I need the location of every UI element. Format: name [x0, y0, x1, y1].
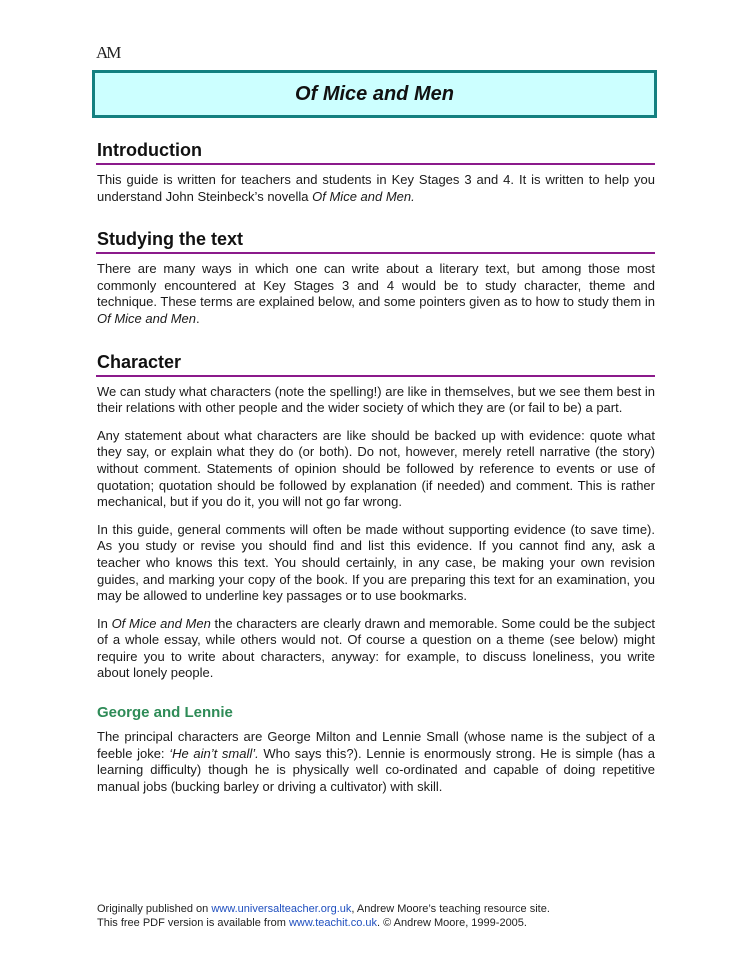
text: , Andrew Moore’s teaching resource site. [351, 903, 550, 915]
text: This guide is written for teachers and students in Key Stages 3 and 4. It is written to help you understand John Steinbeck’s novella [97, 172, 655, 204]
heading-character: Character [96, 352, 655, 377]
text: Who says this?). Lennie is enormously strong. He is simple (has a learning difficulty) though he is physically well co-ordinated and capable of doing repetitive manual jobs (bucking barley or driving a cultivator) with skill. [97, 745, 655, 794]
studying-paragraph [97, 261, 655, 327]
text: . © Andrew Moore, 1999-2005. [377, 916, 527, 929]
footer [97, 903, 550, 930]
footer-line-2 [97, 917, 550, 931]
quote-italic: ‘He ain’t small’. [169, 745, 259, 761]
text: This free PDF version is available from [97, 916, 289, 929]
universalteacher-link[interactable]: www.universalteacher.org.uk [211, 903, 352, 915]
document-body [97, 140, 655, 795]
text: The principal characters are George Milton and Lennie Small (whose name is the subject of a feeble joke: [97, 729, 655, 761]
document-title: Of Mice and Men [295, 82, 454, 105]
text: There are many ways in which one can write about a literary text, but among those most commonly encountered at Key Stages 3 and 4 would be to study character, theme and technique. These terms are explained below, and some pointers given as to how to study them in [97, 261, 655, 310]
section-studying-the-text [97, 229, 655, 327]
book-title-italic: Of Mice and Men. [312, 188, 415, 204]
section-introduction [97, 140, 655, 205]
text: In [97, 615, 112, 631]
subheading-george-and-lennie: George and Lennie [97, 704, 233, 722]
character-paragraph-4 [97, 616, 655, 682]
teachit-link[interactable]: www.teachit.co.uk [288, 916, 377, 929]
title-banner [92, 70, 657, 118]
george-lennie-paragraph [97, 729, 655, 795]
footer-line-1 [97, 903, 550, 917]
introduction-paragraph [97, 172, 655, 205]
heading-introduction: Introduction [96, 140, 655, 165]
character-paragraph-1: We can study what characters (note the spelling!) are like in themselves, but we see them best in their relations with other people and the wider society of which they are (or fail to be) a part. [97, 383, 655, 416]
book-title-italic: Of Mice and Men [97, 310, 196, 326]
character-paragraph-2: Any statement about what characters are like should be backed up with evidence: quote what they say, or explain what they do (or both). Do not, however, merely retell narrative (the story) without comment. Statements of opinion should be followed by reference to events or use of quotation; quotation should be followed by explanation (if needed) and comment. This is rather mechanical, but if you do it, you will not go far wrong. [97, 427, 655, 510]
heading-studying-the-text: Studying the text [96, 229, 655, 254]
section-character [97, 352, 655, 796]
text: . [196, 310, 200, 326]
author-logo: AM [96, 43, 120, 62]
character-paragraph-3: In this guide, general comments will often be made without supporting evidence (to save time). As you study or revise you should find and list this evidence. If you cannot find any, ask a teacher who knows this text. You should certainly, in any case, be making your own revision guides, and marking your copy of the book. If you are preparing this text for an examination, you may be allowed to underline key passages or to use bookmarks. [97, 521, 655, 604]
book-title-italic: Of Mice and Men [111, 615, 211, 631]
text: Originally published on [97, 903, 212, 915]
text: the characters are clearly drawn and memorable. Some could be the subject of a whole essay, while others would not. Of course a question on a theme (see below) might require you to write about characters, anyway: for example, to discuss loneliness, you write about lonely people. [97, 615, 655, 681]
